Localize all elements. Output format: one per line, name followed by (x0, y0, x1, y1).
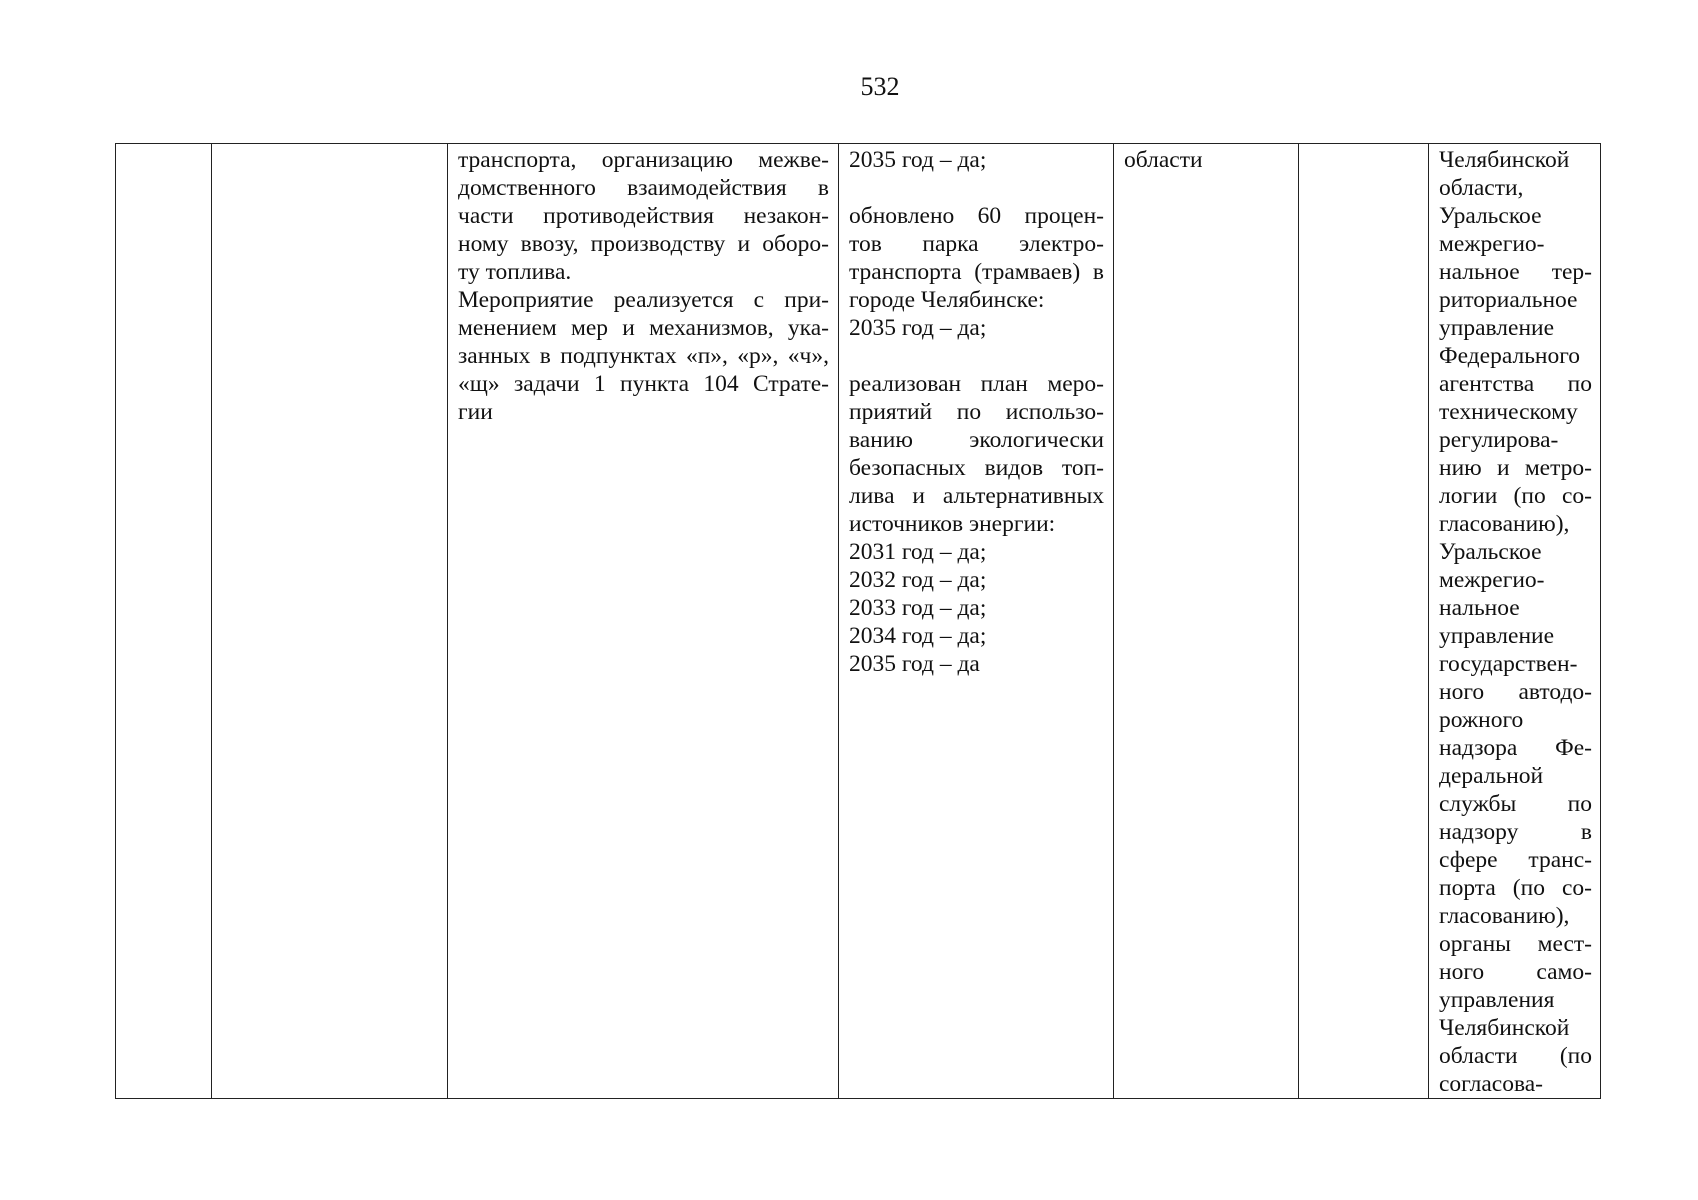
responsible-text-line: нальное (1439, 595, 1520, 621)
responsible-text-line: органы мест- (1439, 931, 1592, 957)
responsible-text-line: ного само- (1439, 959, 1592, 985)
responsible-text-line: нию и метро- (1439, 455, 1592, 481)
indicator-line: 2035 год – да (849, 651, 980, 677)
responsible-text-line: Челябинской (1439, 147, 1570, 173)
responsible-text-line: риториальное (1439, 287, 1578, 313)
responsible-text-line: гласованию), (1439, 903, 1570, 929)
indicator-line: 2035 год – да; (849, 147, 987, 173)
responsible-text-line: техническому (1439, 399, 1578, 425)
responsible-text-line: надзору в (1439, 819, 1592, 845)
responsible-text-line: области (по (1439, 1043, 1592, 1069)
responsible-text-line: ного автодо- (1439, 679, 1592, 705)
responsible-text-line: управление (1439, 623, 1555, 649)
responsible-text-line: Уральское (1439, 539, 1542, 565)
responsible-text-line: Уральское (1439, 203, 1542, 229)
responsible-text-line: нальное тер- (1439, 259, 1592, 285)
indicator-line: 2032 год – да; (849, 567, 987, 593)
measure-text-line: занных в подпунктах «п», «р», «ч», (458, 343, 829, 369)
responsible-text-line: деральной (1439, 763, 1544, 789)
indicator-line: 2033 год – да; (849, 595, 987, 621)
responsible-text-line: согласова- (1439, 1071, 1544, 1097)
measure-text-line: домственного взаимодействия в (458, 175, 829, 201)
indicator-line: ванию экологически (849, 427, 1104, 453)
measure-text-line: гии (458, 399, 493, 425)
cell-measure-description (448, 144, 839, 1099)
measure-text-line: «щ» задачи 1 пункта 104 Страте- (458, 371, 829, 397)
region-text: области (1124, 147, 1203, 173)
responsible-text-line: службы по (1439, 791, 1592, 817)
responsible-text-line: порта (по со- (1439, 875, 1592, 901)
responsible-text-line: управления (1439, 987, 1555, 1013)
responsible-text-line: Федерального (1439, 343, 1581, 369)
responsible-text-line: межрегио- (1439, 231, 1545, 257)
responsible-text-line: агентства по (1439, 371, 1592, 397)
measure-text-line: Мероприятие реализуется с при- (458, 287, 829, 313)
measure-text-line: транспорта, организацию межве- (458, 147, 829, 173)
indicator-line: 2035 год – да; (849, 315, 987, 341)
measure-text-line: ному ввозу, производству и оборо- (458, 231, 829, 257)
indicator-line: реализован план меро- (849, 371, 1104, 397)
cell-indicators (839, 144, 1114, 1099)
responsible-text-line: государствен- (1439, 651, 1578, 677)
cell-responsible (1429, 144, 1601, 1099)
indicator-line: лива и альтернативных (849, 483, 1104, 509)
indicator-line: приятий по использо- (849, 399, 1104, 425)
indicator-line: безопасных видов топ- (849, 455, 1104, 481)
cell-task (212, 144, 448, 1099)
indicator-line: тов парка электро- (849, 231, 1104, 257)
indicator-line: обновлено 60 процен- (849, 203, 1104, 229)
measure-text-line: части противодействия незакон- (458, 203, 829, 229)
page-number: 532 (860, 72, 900, 101)
indicator-line: 2034 год – да; (849, 623, 987, 649)
responsible-text-line: регулирова- (1439, 427, 1559, 453)
cell-empty (1299, 144, 1429, 1099)
responsible-text-line: Челябинской (1439, 1015, 1570, 1041)
responsible-text-line: межрегио- (1439, 567, 1545, 593)
responsible-text-line: надзора Фе- (1439, 735, 1592, 761)
responsible-text-line: логии (по со- (1439, 483, 1592, 509)
indicator-line: городе Челябинске: (849, 287, 1045, 313)
measures-table (115, 143, 1601, 1099)
measure-text-line: ту топлива. (458, 259, 572, 285)
cell-region (1114, 144, 1299, 1099)
responsible-text-line: гласованию), (1439, 511, 1570, 537)
responsible-text-line: рожного (1439, 707, 1524, 733)
indicator-line: источников энергии: (849, 511, 1056, 537)
indicator-line: транспорта (трамваев) в (849, 259, 1104, 285)
responsible-text-line: управление (1439, 315, 1555, 341)
responsible-text-line: области, (1439, 175, 1524, 201)
cell-number (116, 144, 212, 1099)
table-row (116, 144, 1601, 1099)
indicator-line: 2031 год – да; (849, 539, 987, 565)
responsible-text-line: сфере транс- (1439, 847, 1592, 873)
measure-text-line: менением мер и механизмов, ука- (458, 315, 829, 341)
